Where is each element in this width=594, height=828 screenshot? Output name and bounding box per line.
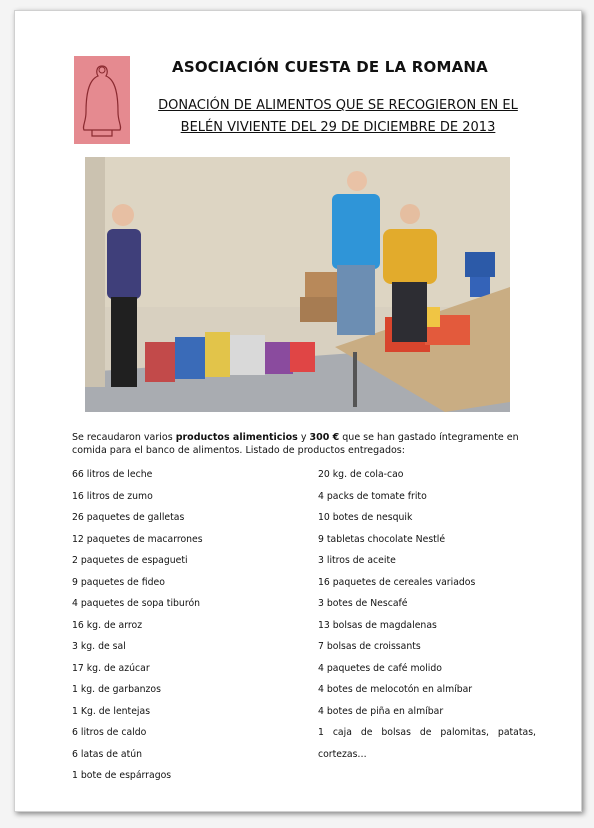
list-item: 20 kg. de cola-cao — [318, 469, 404, 480]
list-item: 4 paquetes de café molido — [318, 662, 442, 674]
subtitle-line-1: DONACIÓN DE ALIMENTOS QUE SE RECOGIERON EN EL — [158, 98, 518, 113]
list-item: 17 kg. de azúcar — [72, 662, 150, 674]
intro-paragraph — [72, 431, 542, 457]
intro-bold-1: productos alimenticios — [175, 432, 298, 443]
list-item: 3 botes de Nescafé — [318, 598, 408, 609]
list-item: 4 packs de tomate frito — [318, 490, 427, 502]
list-item: 10 botes de nesquik — [318, 512, 413, 523]
list-item: 4 botes de piña en almíbar — [318, 705, 444, 717]
list-item: 3 kg. de sal — [72, 641, 126, 652]
products-list-right — [318, 464, 536, 765]
intro-bold-2: 300 € — [309, 432, 340, 443]
association-logo — [74, 56, 130, 144]
list-item: 3 litros de aceite — [318, 555, 396, 566]
page-title: ASOCIACIÓN CUESTA DE LA ROMANA — [172, 58, 488, 76]
list-item: 16 paquetes de cereales variados — [318, 576, 476, 588]
list-item: 9 tabletas chocolate Nestlé — [318, 533, 446, 545]
list-item: 9 paquetes de fideo — [72, 576, 165, 588]
list-item: 16 kg. de arroz — [72, 619, 143, 631]
list-item: 4 botes de melocotón en almíbar — [318, 684, 473, 695]
list-item: 6 litros de caldo — [72, 727, 147, 738]
page-subtitle — [140, 95, 536, 139]
subtitle-line-2: BELÉN VIVIENTE DEL 29 DE DICIEMBRE DE 2013 — [180, 120, 496, 135]
list-item: 13 bolsas de magdalenas — [318, 619, 437, 631]
donation-photo — [85, 157, 510, 412]
intro-text-3: que se han gastado íntegramente en comida para el banco de alimentos. Listado de productos entregados: — [72, 432, 519, 456]
list-item: 1 caja de bolsas de palomitas, patatas, cortezas… — [318, 727, 536, 760]
list-item: 66 litros de leche — [72, 469, 153, 480]
list-item: 16 litros de zumo — [72, 490, 153, 502]
list-item: 1 kg. de garbanzos — [72, 684, 161, 695]
products-list-left — [72, 464, 302, 787]
list-item: 26 paquetes de galletas — [72, 512, 185, 523]
intro-text-1: Se recaudaron varios — [72, 432, 176, 443]
intro-text-2: y — [297, 432, 310, 443]
list-item: 12 paquetes de macarrones — [72, 533, 203, 545]
document-page — [14, 10, 582, 812]
list-item: 2 paquetes de espagueti — [72, 555, 188, 566]
list-item: 1 Kg. de lentejas — [72, 705, 151, 717]
list-item: 7 bolsas de croissants — [318, 641, 421, 652]
list-item: 6 latas de atún — [72, 748, 142, 760]
list-item: 4 paquetes de sopa tiburón — [72, 598, 201, 609]
list-item: 1 bote de espárragos — [72, 770, 172, 781]
